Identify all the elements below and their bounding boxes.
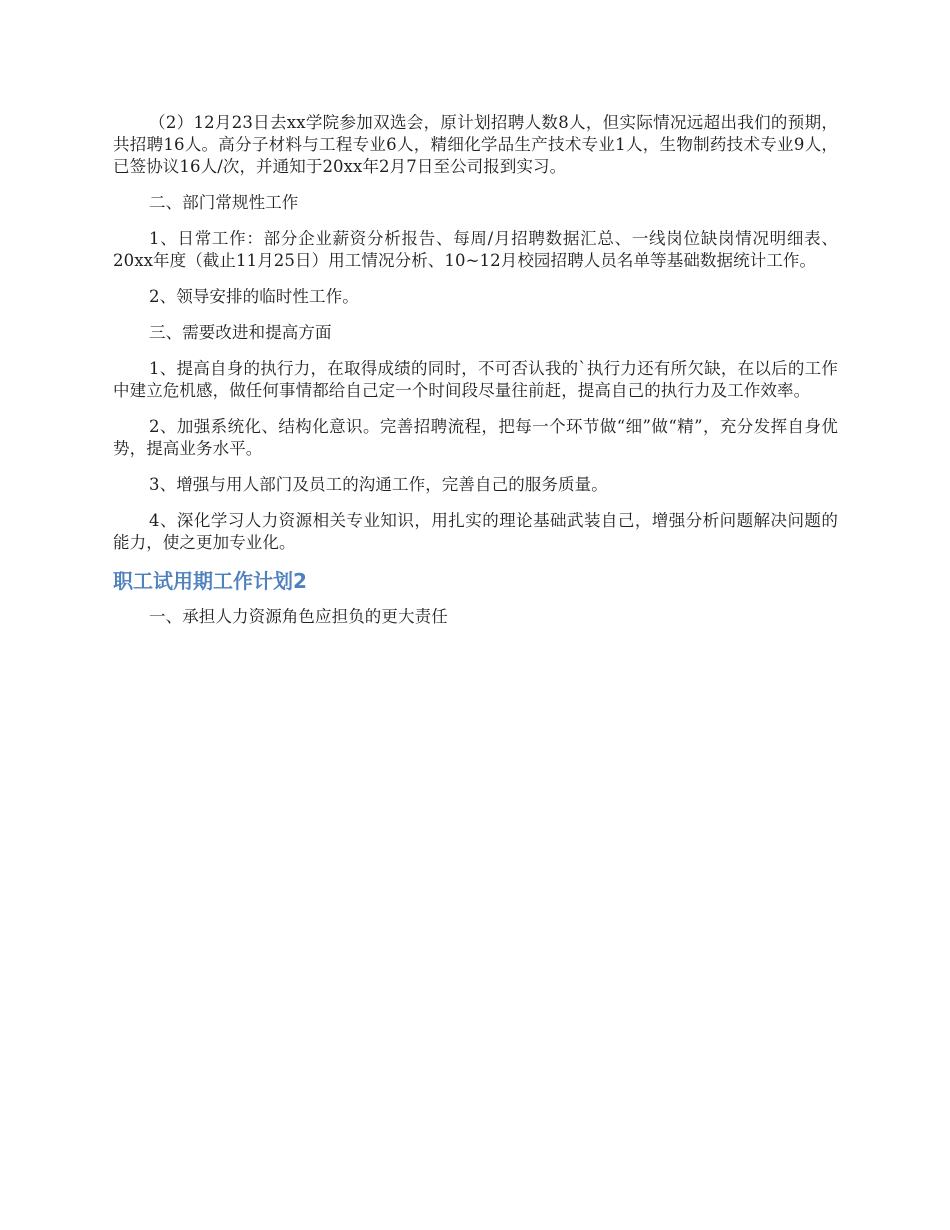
document-heading: 职工试用期工作计划2 <box>113 569 307 593</box>
paragraph-learning: 4、深化学习人力资源相关专业知识，用扎实的理论基础武装自己，增强分析问题解决问题的能力，使之更加专业化。 <box>113 511 838 552</box>
paragraph-recruitment-fair: （2）12月23日去xx学院参加双选会，原计划招聘人数8人，但实际情况远超出我们的预期，共招聘16人。高分子材料与工程专业6人，精细化学品生产技术专业1人，生物制药技术专业9人，已签协议16人/次，并通知于20xx年2月7日至公司报到实习。 <box>113 113 838 176</box>
paragraph-temporary-work: 2、领导安排的临时性工作。 <box>149 287 359 306</box>
document-page <box>113 112 838 642</box>
section-heading-routine-work: 二、部门常规性工作 <box>149 193 299 212</box>
paragraph-daily-work: 1、日常工作：部分企业薪资分析报告、每周/月招聘数据汇总、一线岗位缺岗情况明细表、20xx年度（截止11月25日）用工情况分析、10~12月校园招聘人员名单等基础数据统计工作。 <box>113 229 838 270</box>
paragraph-communication: 3、增强与用人部门及员工的沟通工作，完善自己的服务质量。 <box>149 475 608 494</box>
paragraph-responsibility: 一、承担人力资源角色应担负的更大责任 <box>149 607 448 626</box>
paragraph-execution: 1、提高自身的执行力，在取得成绩的同时，不可否认我的`执行力还有所欠缺，在以后的工作中建立危机感，做任何事情都给自己定一个时间段尽量往前赶，提高自己的执行力及工作效率。 <box>113 359 838 400</box>
paragraph-systematization: 2、加强系统化、结构化意识。完善招聘流程，把每一个环节做“细”做“精”，充分发挥自身优势，提高业务水平。 <box>113 417 838 458</box>
section-heading-improvement: 三、需要改进和提高方面 <box>149 323 332 342</box>
